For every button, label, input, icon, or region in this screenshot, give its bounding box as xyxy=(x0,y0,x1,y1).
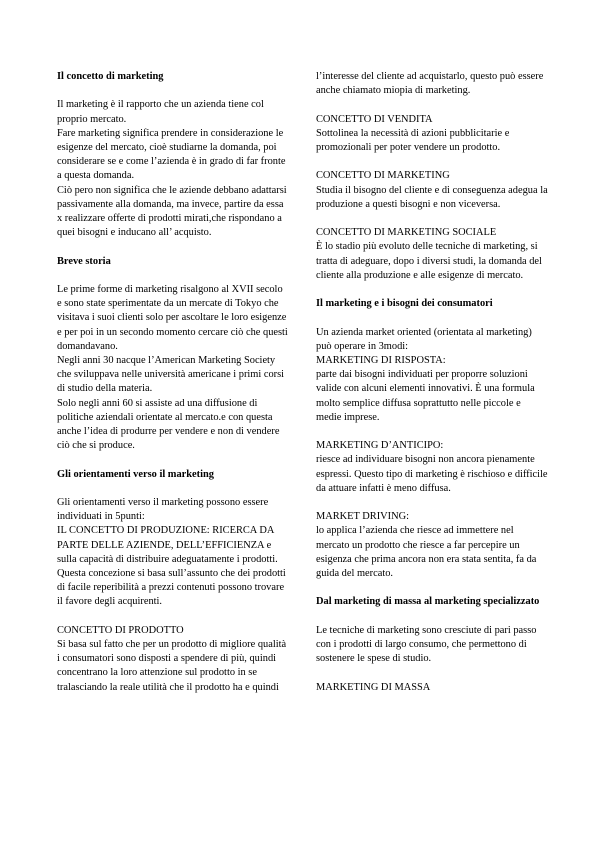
paragraph-miopia: l’interesse del cliente ad acquistarlo, questo può essere anche chiamato miopia di marketing. xyxy=(316,71,544,97)
heading-breve-storia: Breve storia xyxy=(57,255,111,267)
paragraph-concetto-vendita: CONCETTO DI VENDITA Sottolinea la necessità di azioni pubblicitarie e promozionali per poter vendere un prodotto. xyxy=(316,113,510,153)
paragraph-marketing-risposta: Un azienda market oriented (orientata al marketing) può operare in 3modi: MARKETING DI RISPOSTA: parte dai bisogni individuati per proporre soluzioni valide con alcuni elementi innovativi. È una formula molto semplice diffusa soprattutto nelle piccole e medie imprese. xyxy=(316,326,535,423)
paragraph-market-driving: MARKET DRIVING: lo applica l’azienda che riesce ad immettere nel mercato un prodotto che riesce a far percepire un esigenza che prima ancora non era stata sentita, fa da guida del mercato. xyxy=(316,511,537,579)
left-column xyxy=(57,70,289,695)
paragraph-concetto-produzione: Gli orientamenti verso il marketing possono essere individuati in 5punti: IL CONCETTO DI PRODUZIONE: RICERCA DA PARTE DELLE AZIENDE, DELL’EFFICIENZA e sulla capacità di distribuire adeguatamente i prodotti. Questa concezione si basa sull’assunto che dei prodotti di facile reperibilità a prezzi contenuti possono trovare il favore degli acquirenti. xyxy=(57,497,286,608)
paragraph-marketing-anticipo: MARKETING D’ANTICIPO: riesce ad individuare bisogni non ancora pienamente espressi. Questo tipo di marketing è rischioso e difficile da attuare infatti è meno diffusa. xyxy=(316,440,548,494)
paragraph-storia: Le prime forme di marketing risalgono al XVII secolo e sono state sperimentate da un mercate di Tokyo che visitava i suoi clienti solo per ascoltare le loro esigenze e per poi in un secondo momento cercare ciò che questi domandavano. Negli anni 30 nacque l’American Marketing Society che sviluppava nelle università americane i primi corsi di studio della materia. Solo negli anni 60 si assiste ad una diffusione di politiche aziendali orientate al mercato.e con questa anche l’idea di produrre per vendere e non di vendere ciò che si produce. xyxy=(57,284,288,452)
paragraph-concetto-marketing: CONCETTO DI MARKETING Studia il bisogno del cliente e di conseguenza adegua la produzione a questi bisogni e non viceversa. xyxy=(316,170,548,210)
paragraph-marketing-di-massa: MARKETING DI MASSA xyxy=(316,681,431,693)
heading-bisogni-consumatori: Il marketing e i bisogni dei consumatori xyxy=(316,298,493,310)
paragraph-marketing-sociale: CONCETTO DI MARKETING SOCIALE È lo stadio più evoluto delle tecniche di marketing, si tratta di adeguare, dopo i diversi studi, la domanda del cliente alla produzione e alle esigenze di mercato. xyxy=(316,227,542,281)
heading-orientamenti: Gli orientamenti verso il marketing xyxy=(57,468,214,480)
heading-marketing-massa: Dal marketing di massa al marketing specializzato xyxy=(316,596,540,608)
paragraph-tecniche: Le tecniche di marketing sono cresciute di pari passo con i prodotti di largo consumo, che permettono di sostenere le spese di studio. xyxy=(316,624,537,665)
heading-concetto-marketing: Il concetto di marketing xyxy=(57,71,164,82)
paragraph-concetto-prodotto: CONCETTO DI PRODOTTO Si basa sul fatto che per un prodotto di migliore qualità i consumatori sono disposti a spendere di più, quindi concentrano la loro attenzione sul prodotto in se tralasciando la reale utilità che il prodotto ha e quindi xyxy=(57,624,287,693)
right-column xyxy=(316,70,548,695)
paragraph-definizione: Il marketing è il rapporto che un azienda tiene col proprio mercato. Fare marketing significa prendere in considerazione le esigenze del mercato, cioè studiarne la domanda, poi considerare se e come l’azienda è in grado di far fronte a questa domanda. Ciò pero non significa che le aziende debbano adattarsi passivamente alla domanda, ma invece, partire da essa x realizzare offerte di prodotti mirati,che rispondano a quei bisogni e inducano all’ acquisto. xyxy=(57,99,287,239)
